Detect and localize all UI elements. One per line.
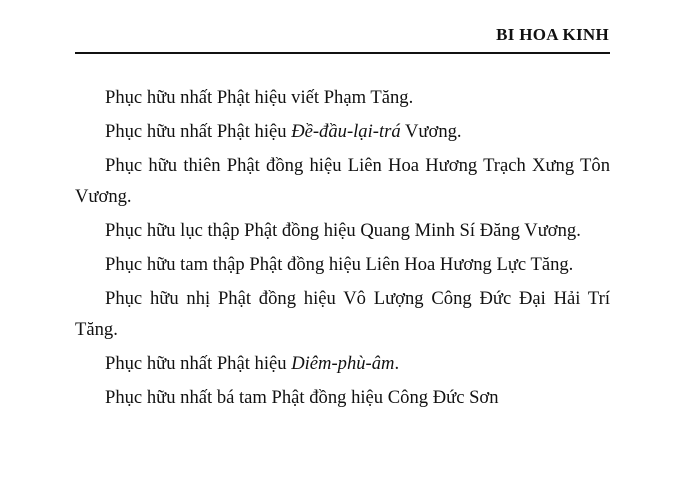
- paragraph-8: Phục hữu nhất bá tam Phật đồng hiệu Công Đức Sơn: [105, 387, 499, 408]
- paragraph-5: Phục hữu tam thập Phật đồng hiệu Liên Hoa Hương Lực Tăng.: [105, 254, 574, 275]
- header-rule: [75, 52, 610, 54]
- paragraph-7-lead: Phục hữu nhất Phật hiệu: [105, 353, 292, 374]
- buddha-name-italic: Diêm-phù-âm: [291, 353, 395, 374]
- paragraph-6: Phục hữu nhị Phật đồng hiệu Vô Lượng Công Đức Đại Hải Trí Tăng.: [75, 288, 610, 340]
- paragraph-2: [75, 116, 610, 147]
- paragraph-4: Phục hữu lục thập Phật đồng hiệu Quang Minh Sí Đăng Vương.: [105, 220, 581, 241]
- paragraph-1: Phục hữu nhất Phật hiệu viết Phạm Tăng.: [105, 87, 414, 108]
- paragraph-7-tail: .: [394, 353, 400, 374]
- paragraph-2-lead: Phục hữu nhất Phật hiệu: [105, 121, 292, 142]
- body-text: [75, 82, 610, 413]
- paragraph-2-tail: Vương.: [400, 121, 462, 142]
- running-header: BI HOA KINH: [496, 25, 609, 44]
- paragraph-3: Phục hữu thiên Phật đồng hiệu Liên Hoa Hương Trạch Xưng Tôn Vương.: [75, 155, 610, 207]
- buddha-name-italic: Đề-đầu-lại-trá: [291, 121, 401, 142]
- paragraph-7: [75, 348, 610, 379]
